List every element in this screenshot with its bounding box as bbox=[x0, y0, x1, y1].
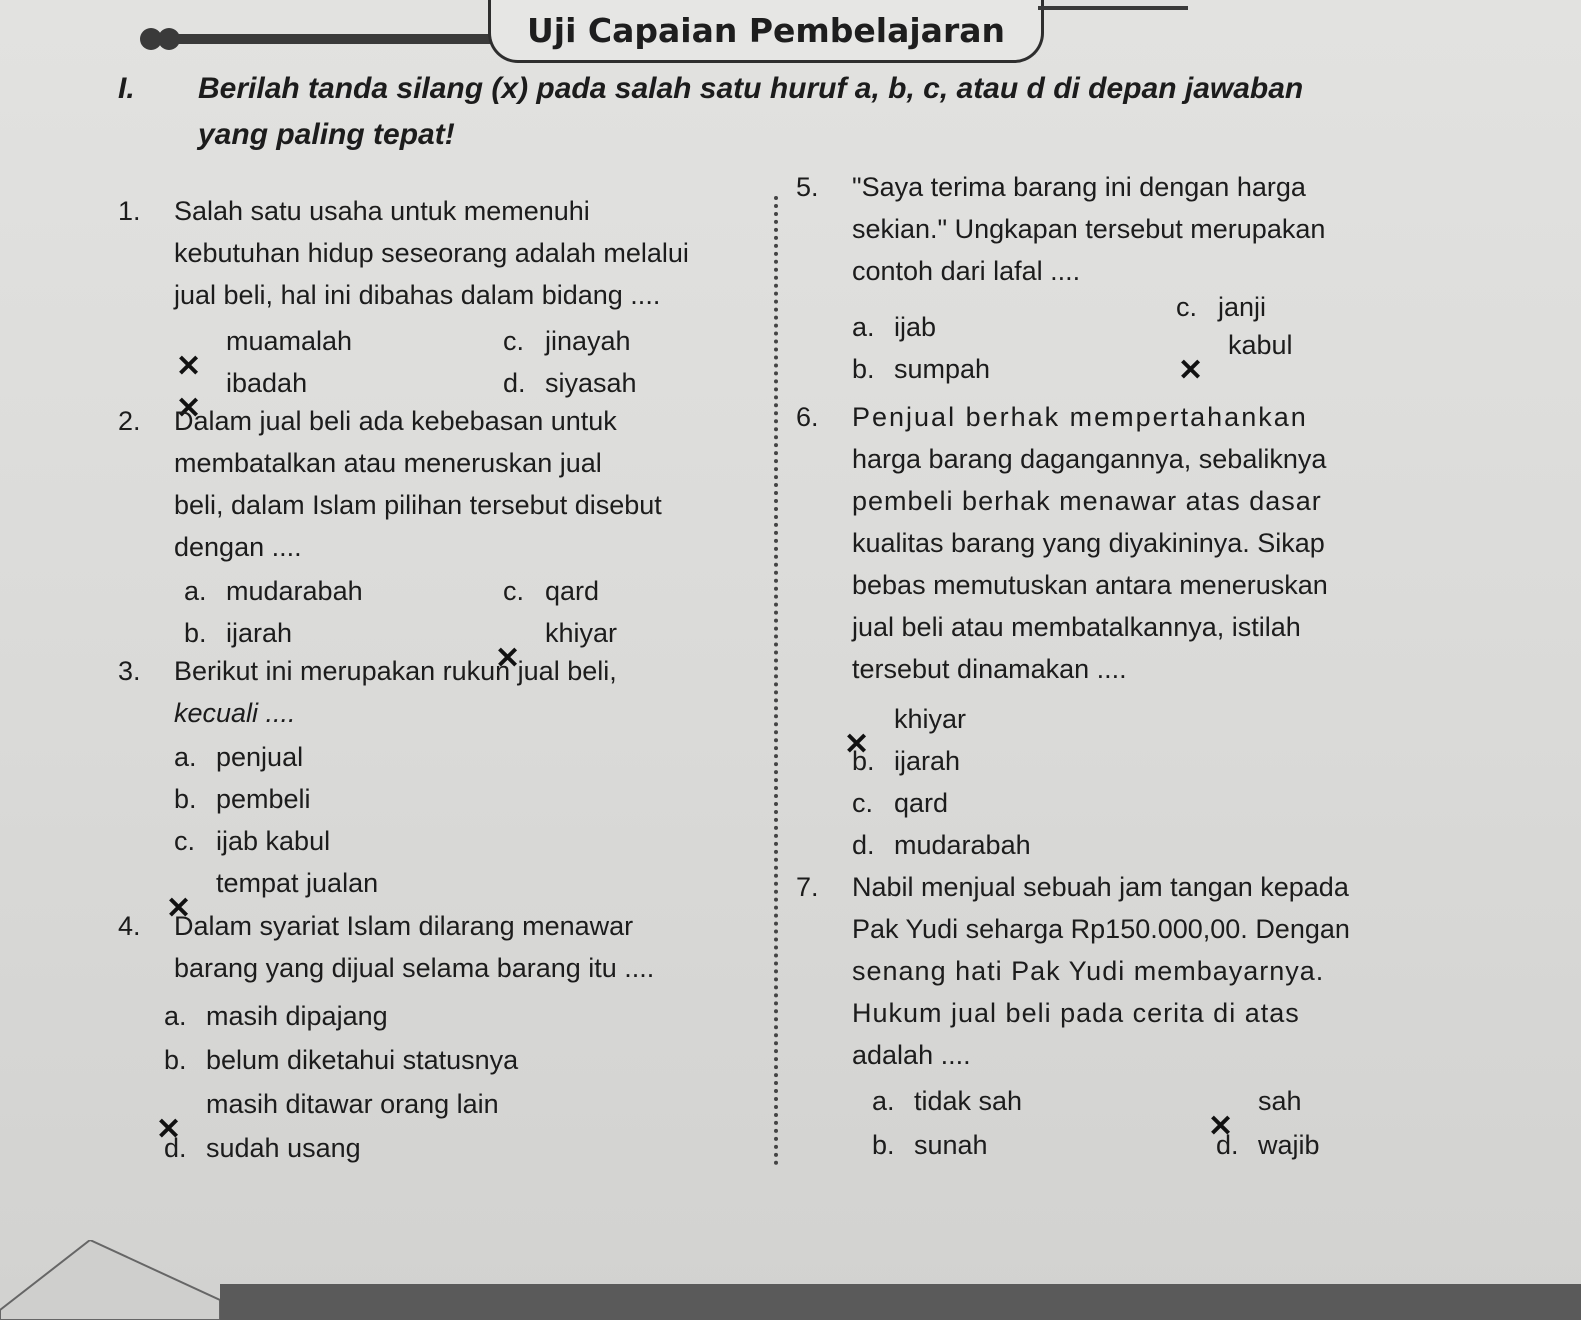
option-text: tidak sah bbox=[914, 1086, 1023, 1116]
header-bar bbox=[170, 34, 500, 44]
option-letter: a. bbox=[872, 1086, 895, 1116]
question-line: Dalam syariat Islam dilarang menawar bbox=[174, 911, 634, 941]
option-c[interactable] bbox=[1216, 1080, 1302, 1122]
option-text: ijab kabul bbox=[216, 826, 331, 856]
option-text: sunah bbox=[914, 1130, 988, 1160]
question-line: dengan .... bbox=[174, 532, 302, 562]
option-text: muamalah bbox=[226, 326, 353, 356]
option-d[interactable] bbox=[174, 862, 378, 904]
option-b[interactable] bbox=[852, 740, 960, 782]
bottom-strip bbox=[220, 1284, 1581, 1320]
right-column bbox=[796, 166, 1476, 1166]
option-letter: c. bbox=[1176, 292, 1198, 322]
question-line: adalah .... bbox=[852, 1040, 971, 1070]
question-line: pembeli berhak menawar atas dasar bbox=[852, 486, 1322, 516]
option-letter: b. bbox=[852, 746, 875, 776]
option-text: masih ditawar orang lain bbox=[206, 1089, 499, 1119]
question-number: 3. bbox=[118, 656, 141, 686]
question-6 bbox=[796, 396, 1476, 866]
instruction-number: I. bbox=[118, 72, 135, 105]
option-text: wajib bbox=[1258, 1130, 1320, 1160]
question-line: tersebut dinamakan .... bbox=[852, 654, 1127, 684]
option-a[interactable] bbox=[872, 1080, 1022, 1122]
option-text: kabul bbox=[1228, 330, 1293, 360]
question-line: barang yang dijual selama barang itu .... bbox=[174, 953, 655, 983]
option-text: sumpah bbox=[894, 354, 991, 384]
question-line: sekian." Ungkapan tersebut merupakan bbox=[852, 214, 1326, 244]
instruction-line-2: yang paling tepat! bbox=[198, 118, 455, 151]
option-text: khiyar bbox=[894, 704, 967, 734]
option-text: khiyar bbox=[545, 618, 618, 648]
option-c[interactable] bbox=[852, 782, 948, 824]
option-b[interactable] bbox=[184, 612, 292, 654]
option-letter: a. bbox=[184, 576, 207, 606]
option-letter: b. bbox=[164, 1045, 187, 1075]
column-divider bbox=[774, 196, 778, 1166]
option-letter: b. bbox=[852, 354, 875, 384]
option-text: sudah usang bbox=[206, 1133, 361, 1163]
question-number: 2. bbox=[118, 406, 141, 436]
question-4 bbox=[118, 905, 758, 1165]
option-letter: d. bbox=[1216, 1130, 1239, 1160]
question-2 bbox=[118, 400, 758, 650]
header-line bbox=[1038, 6, 1188, 10]
option-text: belum diketahui statusnya bbox=[206, 1045, 519, 1075]
option-text: qard bbox=[894, 788, 949, 818]
question-line: Hukum jual beli pada cerita di atas bbox=[852, 998, 1300, 1028]
question-line: membatalkan atau meneruskan jual bbox=[174, 448, 602, 478]
option-c[interactable] bbox=[164, 1083, 499, 1125]
option-text: ijarah bbox=[894, 746, 961, 776]
left-column bbox=[118, 190, 758, 1165]
option-d[interactable] bbox=[1186, 324, 1293, 366]
question-line: Berikut ini merupakan rukun jual beli, bbox=[174, 656, 617, 686]
option-letter: b. bbox=[872, 1130, 895, 1160]
option-a[interactable] bbox=[174, 736, 303, 778]
option-d[interactable] bbox=[503, 362, 637, 404]
option-text: siyasah bbox=[545, 368, 637, 398]
option-b[interactable] bbox=[164, 1039, 518, 1081]
option-letter: d. bbox=[164, 1133, 187, 1163]
option-c[interactable] bbox=[503, 570, 599, 612]
option-a[interactable] bbox=[184, 570, 363, 612]
option-letter: a. bbox=[174, 742, 197, 772]
question-number: 4. bbox=[118, 911, 141, 941]
question-line: kecuali .... bbox=[174, 698, 296, 728]
option-a[interactable] bbox=[852, 306, 936, 348]
question-number: 7. bbox=[796, 872, 819, 902]
option-text: mudarabah bbox=[226, 576, 363, 606]
question-line: kebutuhan hidup seseorang adalah melalui bbox=[174, 238, 689, 268]
question-line: contoh dari lafal .... bbox=[852, 256, 1081, 286]
option-a[interactable] bbox=[184, 320, 352, 362]
option-letter: d. bbox=[852, 830, 875, 860]
option-a[interactable] bbox=[164, 995, 388, 1037]
option-text: janji bbox=[1218, 292, 1267, 322]
option-d[interactable] bbox=[503, 612, 617, 654]
question-number: 1. bbox=[118, 196, 141, 226]
question-number: 6. bbox=[796, 402, 819, 432]
option-b[interactable] bbox=[872, 1124, 988, 1166]
option-text: pembeli bbox=[216, 784, 311, 814]
option-b[interactable] bbox=[184, 362, 307, 404]
option-letter: a. bbox=[852, 312, 875, 342]
question-line: Pak Yudi seharga Rp150.000,00. Dengan bbox=[852, 914, 1350, 944]
option-text: ijarah bbox=[226, 618, 293, 648]
question-1 bbox=[118, 190, 758, 400]
option-a[interactable] bbox=[852, 698, 966, 740]
option-letter: c. bbox=[503, 326, 525, 356]
option-letter: b. bbox=[184, 618, 207, 648]
option-c[interactable] bbox=[174, 820, 330, 862]
option-text: ijab bbox=[894, 312, 937, 342]
option-text: qard bbox=[545, 576, 600, 606]
option-d[interactable] bbox=[164, 1127, 361, 1169]
option-letter: d. bbox=[503, 368, 526, 398]
question-line: Nabil menjual sebuah jam tangan kepada bbox=[852, 872, 1349, 902]
option-letter: c. bbox=[852, 788, 874, 818]
question-number: 5. bbox=[796, 172, 819, 202]
question-line: harga barang dagangannya, sebaliknya bbox=[852, 444, 1327, 474]
option-text: tempat jualan bbox=[216, 868, 379, 898]
option-text: penjual bbox=[216, 742, 304, 772]
option-letter: b. bbox=[174, 784, 197, 814]
question-line: Salah satu usaha untuk memenuhi bbox=[174, 196, 590, 226]
option-b[interactable] bbox=[174, 778, 311, 820]
corner-decoration bbox=[0, 1240, 220, 1320]
question-line: beli, dalam Islam pilihan tersebut disebut bbox=[174, 490, 662, 520]
option-letter: c. bbox=[503, 576, 525, 606]
option-text: jinayah bbox=[545, 326, 631, 356]
question-5 bbox=[796, 166, 1476, 396]
question-line: Dalam jual beli ada kebebasan untuk bbox=[174, 406, 617, 436]
option-text: sah bbox=[1258, 1086, 1302, 1116]
page-title: Uji Capaian Pembelajaran bbox=[488, 0, 1044, 63]
option-d[interactable] bbox=[852, 824, 1031, 866]
instruction bbox=[118, 46, 1438, 158]
option-letter: a. bbox=[164, 1001, 187, 1031]
question-line: Penjual berhak mempertahankan bbox=[852, 402, 1308, 432]
question-line: "Saya terima barang ini dengan harga bbox=[852, 172, 1306, 202]
question-3 bbox=[118, 650, 758, 905]
question-line: kualitas barang yang diyakininya. Sikap bbox=[852, 528, 1325, 558]
option-text: mudarabah bbox=[894, 830, 1031, 860]
option-text: ibadah bbox=[226, 368, 308, 398]
option-text: masih dipajang bbox=[206, 1001, 388, 1031]
question-line: senang hati Pak Yudi membayarnya. bbox=[852, 956, 1325, 986]
instruction-line-1: Berilah tanda silang (x) pada salah satu huruf a, b, c, atau d di depan jawaban bbox=[198, 72, 1304, 105]
option-d[interactable] bbox=[1216, 1124, 1320, 1166]
option-c[interactable] bbox=[1176, 286, 1266, 328]
question-7 bbox=[796, 866, 1476, 1166]
question-line: jual beli, hal ini dibahas dalam bidang .... bbox=[174, 280, 661, 310]
question-line: jual beli atau membatalkannya, istilah bbox=[852, 612, 1301, 642]
option-b[interactable] bbox=[852, 348, 990, 390]
option-letter: c. bbox=[174, 826, 196, 856]
option-c[interactable] bbox=[503, 320, 631, 362]
question-line: bebas memutuskan antara meneruskan bbox=[852, 570, 1328, 600]
